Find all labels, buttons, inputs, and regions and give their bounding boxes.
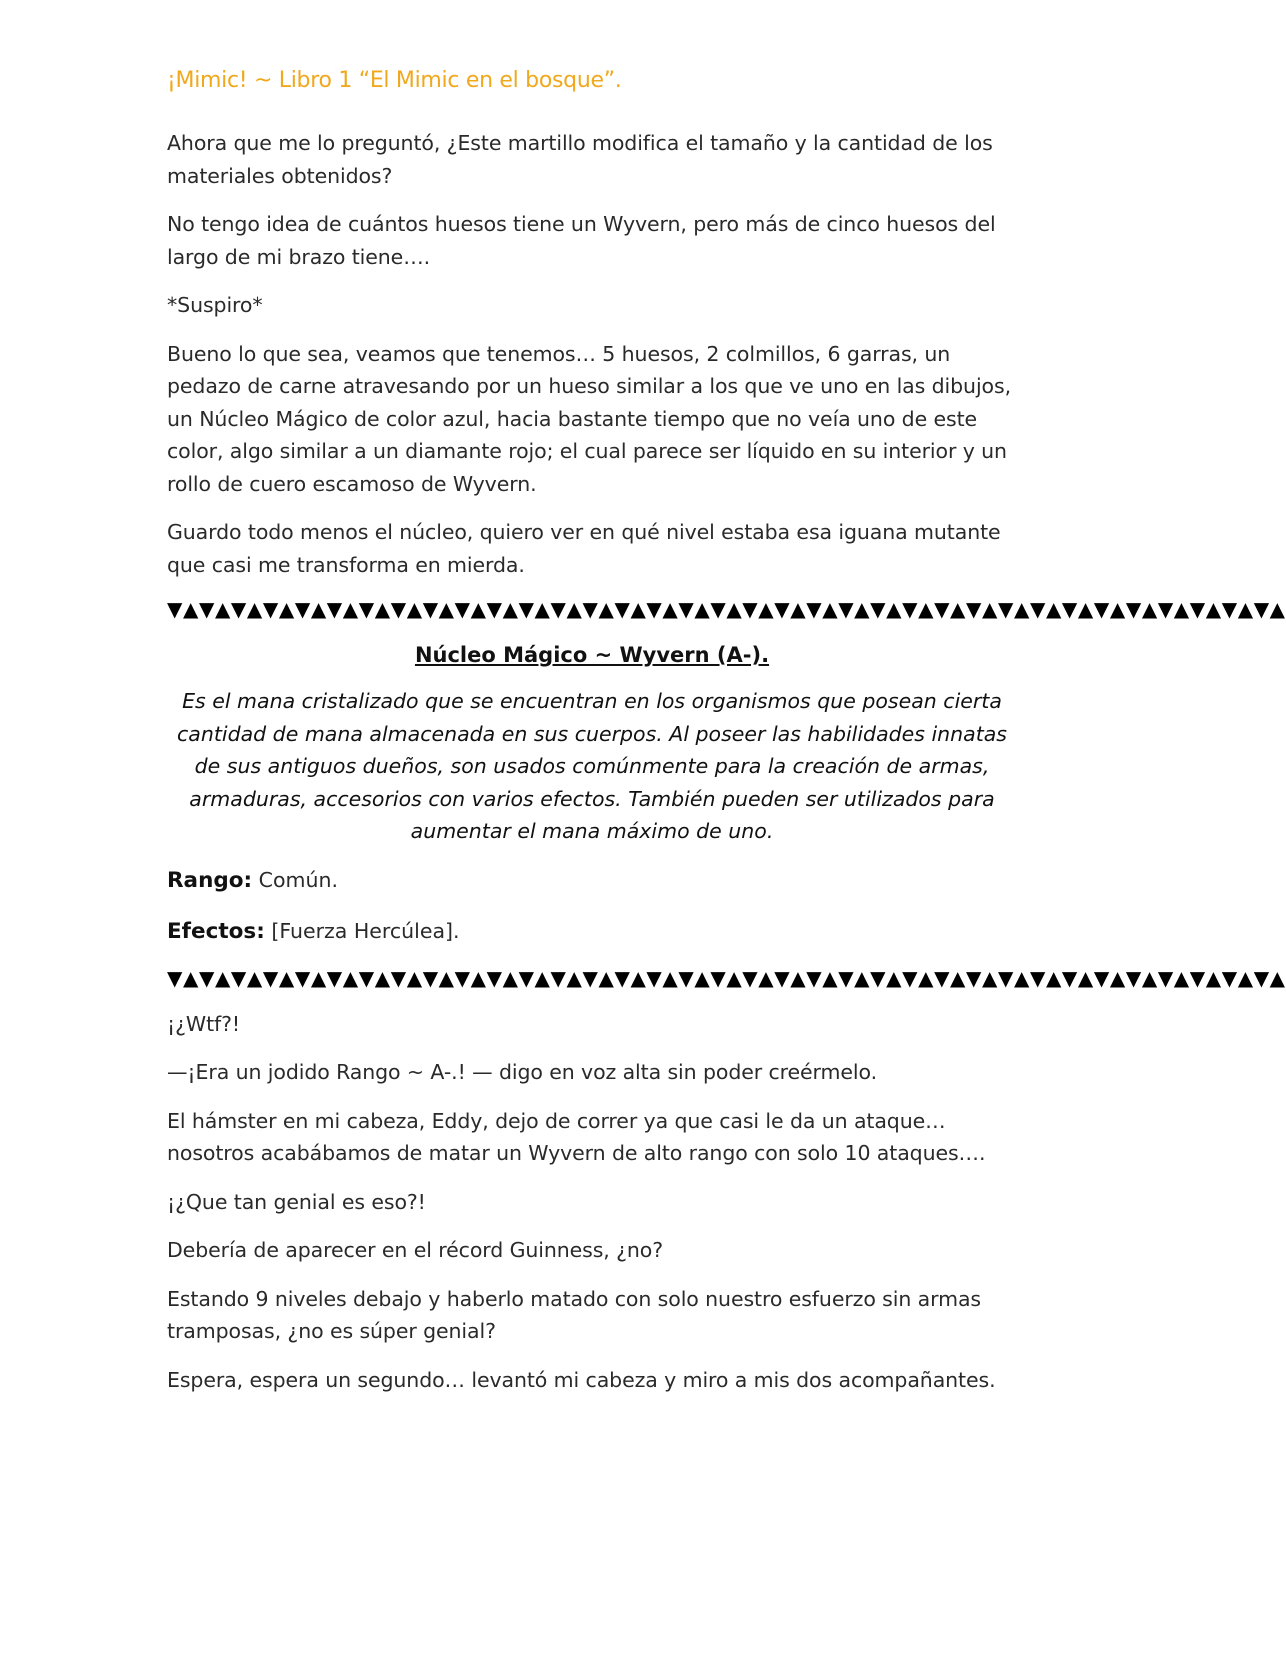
page-header: ¡Mimic! ~ Libro 1 “El Mimic en el bosque”. (167, 68, 622, 93)
paragraph: Espera, espera un segundo… levantó mi cabeza y miro a mis dos acompañantes. (167, 1367, 996, 1392)
item-rank (167, 864, 1017, 897)
effects-value: [Fuerza Hercúlea]. (271, 918, 460, 943)
document-page (167, 68, 1286, 1412)
item-title: Núcleo Mágico ~ Wyvern (A-). (414, 643, 770, 667)
effects-label: Efectos: (167, 918, 265, 944)
triangle-divider-bottom: ▼▲▼▲▼▲▼▲▼▲▼▲▼▲▼▲▼▲▼▲▼▲▼▲▼▲▼▲▼▲▼▲▼▲▼▲▼▲▼▲▼▲▼▲▼▲▼▲▼▲▼▲▼▲▼▲▼▲▼▲▼▲▼▲▼▲▼▲▼▲ (167, 965, 1286, 990)
paragraph: ¡¿Que tan genial es eso?! (167, 1189, 426, 1214)
paragraph: ¡¿Wtf?! (167, 1011, 241, 1036)
paragraph: Bueno lo que sea, veamos que tenemos… 5 huesos, 2 colmillos, 6 garras, un pedazo de carne atravesando por un hueso similar a los que ve uno en las dibujos, un Núcleo Mágico de color azul, hacia bastante tiempo que no veía uno de este color, algo similar a un diamante rojo; el cual parece ser líquido en su interior y un rollo de cuero escamoso de Wyvern. (167, 341, 1011, 496)
paragraph: Ahora que me lo preguntó, ¿Este martillo modifica el tamaño y la cantidad de los materiales obtenidos? (167, 131, 993, 188)
triangle-divider-top: ▼▲▼▲▼▲▼▲▼▲▼▲▼▲▼▲▼▲▼▲▼▲▼▲▼▲▼▲▼▲▼▲▼▲▼▲▼▲▼▲▼▲▼▲▼▲▼▲▼▲▼▲▼▲▼▲▼▲▼▲▼▲▼▲▼▲▼▲▼▲ (167, 597, 1286, 621)
item-description: Es el mana cristalizado que se encuentran en los organismos que posean cierta cantidad de mana almacenada en sus cuerpos. Al poseer las habilidades innatas de sus antiguos dueños, son usados comúnmente para la creación de armas, armaduras, accesorios con varios efectos. También pueden ser utilizados para aumentar el mana máximo de uno. (177, 689, 1007, 843)
paragraph: *Suspiro* (167, 293, 263, 317)
rank-label: Rango: (167, 867, 253, 893)
item-effects (167, 915, 1017, 948)
rank-value: Común. (258, 867, 338, 892)
paragraph: Estando 9 niveles debajo y haberlo matado con solo nuestro esfuerzo sin armas tramposas, ¿no es súper genial? (167, 1286, 982, 1343)
paragraph: No tengo idea de cuántos huesos tiene un Wyvern, pero más de cinco huesos del largo de mi brazo tiene…. (167, 212, 996, 269)
paragraph: Debería de aparecer en el récord Guinness, ¿no? (167, 1238, 664, 1262)
paragraph: El hámster en mi cabeza, Eddy, dejo de correr ya que casi le da un ataque… nosotros acabábamos de matar un Wyvern de alto rango con solo 10 ataques…. (167, 1108, 986, 1165)
paragraph: Guardo todo menos el núcleo, quiero ver en qué nivel estaba esa iguana mutante que casi me transforma en mierda. (167, 520, 1001, 577)
paragraph: —¡Era un jodido Rango ~ A-.! — digo en voz alta sin poder creérmelo. (167, 1060, 877, 1084)
